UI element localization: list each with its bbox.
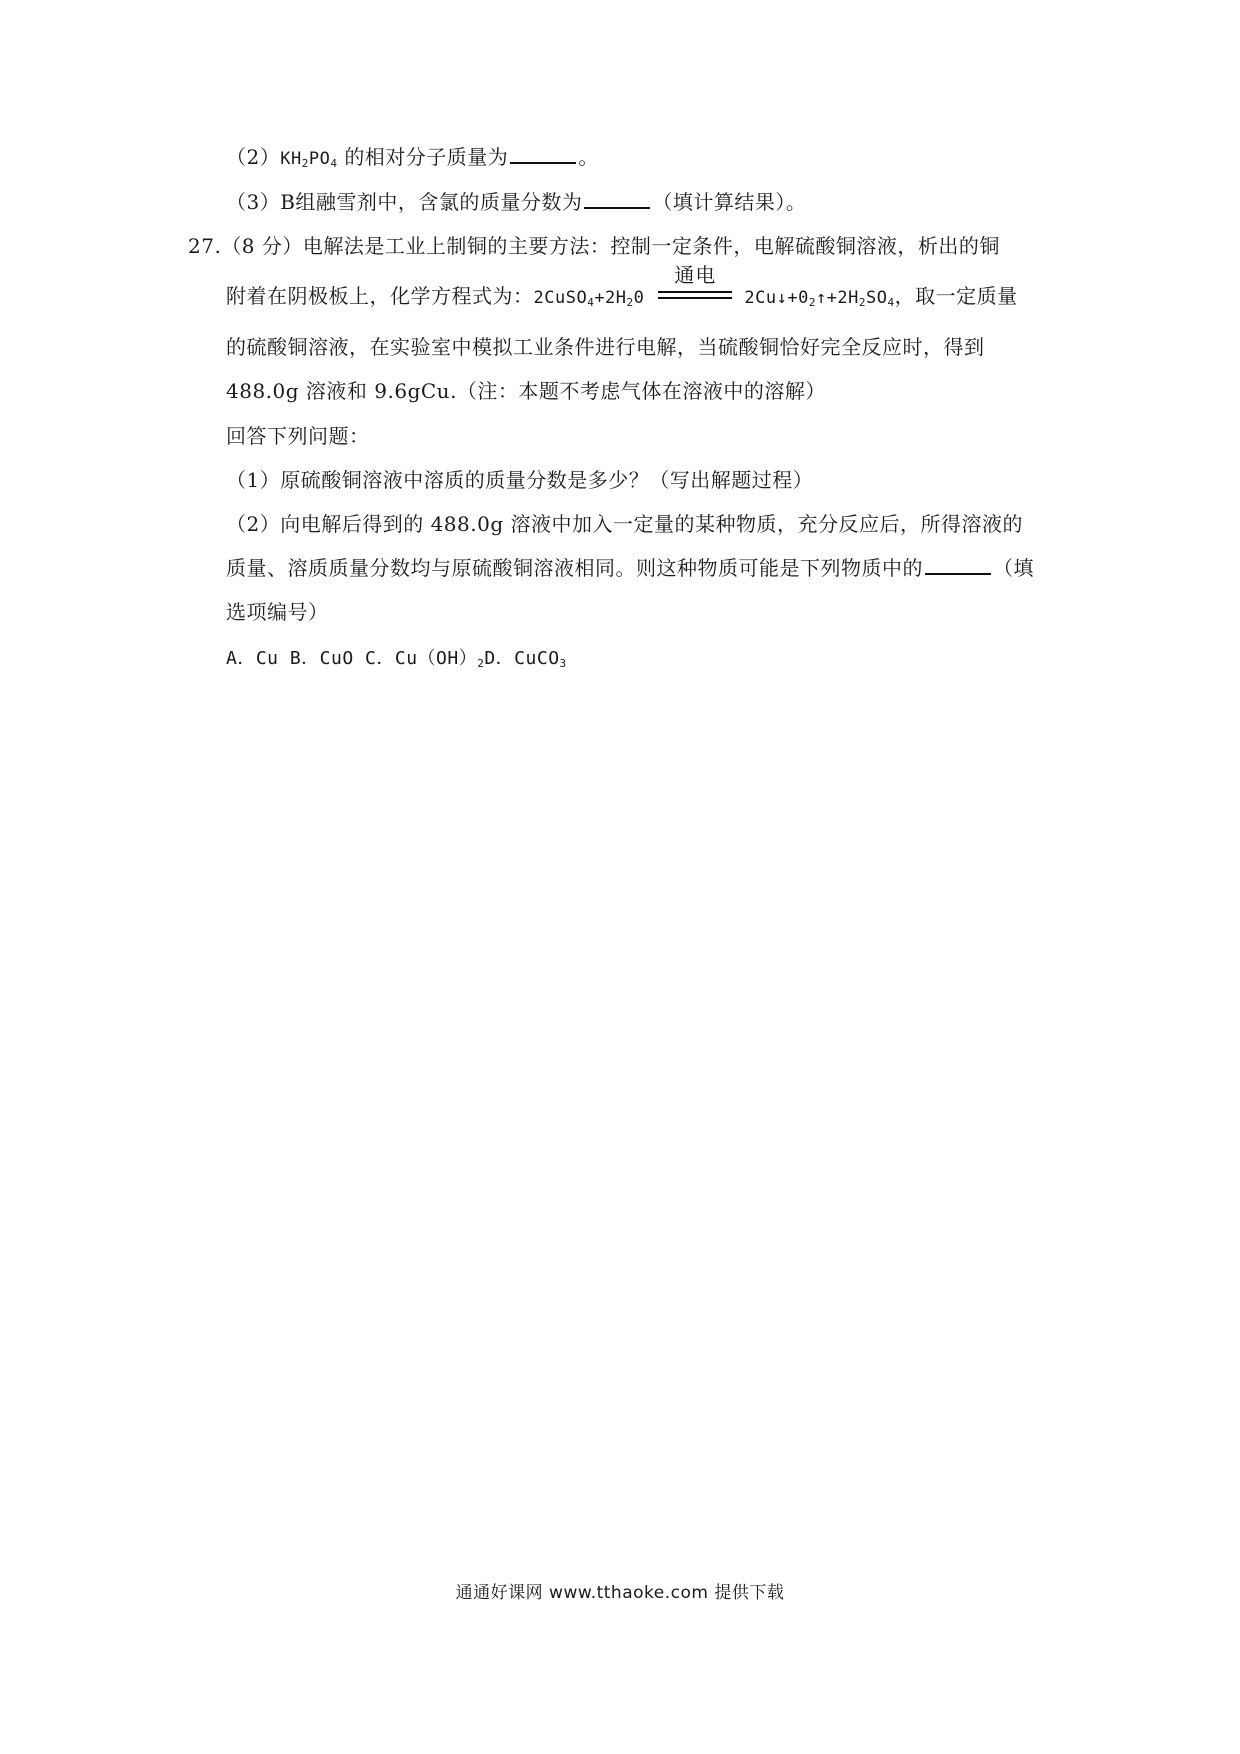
answer-blank[interactable]	[510, 144, 576, 164]
q27-sub2-line2-end: （填	[993, 556, 1034, 580]
q26-part2-end: 。	[578, 145, 599, 169]
q27-equation-line	[226, 263, 1018, 312]
q26-part3-end: （填计算结果）。	[652, 190, 807, 214]
option-text: A．Cu B．CuO C．Cu（OH）	[226, 648, 478, 669]
q27-sub1: （1）原硫酸铜溶液中溶质的质量分数是多少？（写出解题过程）	[226, 468, 814, 492]
reaction-condition	[658, 263, 732, 303]
q27-intro	[188, 232, 1000, 260]
eq-right: ↑+2H	[815, 288, 859, 308]
q27-sub2-line3: 选项编号）	[226, 600, 329, 624]
option-sub: 2	[477, 657, 485, 670]
eq-right: SO	[866, 288, 888, 308]
q27-sub2-line1: （2）向电解后得到的 488.0g 溶液中加入一定量的某种物质，充分反应后，所得溶液的	[226, 512, 1023, 536]
formula-kh: KH	[280, 149, 302, 169]
answer-blank[interactable]	[925, 555, 991, 575]
q27-line2-end: ，取一定质量	[894, 284, 1018, 308]
q27-line4: 488.0g 溶液和 9.6gCu.（注：本题不考虑气体在溶液中的溶解）	[226, 379, 826, 403]
eq-sub: 2	[858, 296, 867, 309]
q27-intro-text: （8 分）电解法是工业上制铜的主要方法：控制一定条件，电解硫酸铜溶液，析出的铜	[221, 234, 1000, 258]
q26-part2-formula	[280, 149, 337, 169]
eq-left: 0	[633, 288, 645, 308]
eq-left: 2CuSO	[533, 288, 588, 308]
q26-part3	[226, 188, 806, 216]
option-text: D．CuCO	[484, 648, 560, 669]
eq-sub: 2	[808, 296, 816, 309]
formula-po: PO	[308, 149, 331, 169]
condition-label: 通电	[674, 263, 717, 287]
eq-sub: 2	[626, 296, 634, 309]
double-line-arrow	[658, 291, 732, 299]
q26-part2	[226, 143, 599, 173]
formula-sub: 4	[330, 157, 338, 170]
q27-sub2-line2	[226, 554, 1034, 582]
answer-blank[interactable]	[584, 189, 650, 209]
q27-line3: 的硫酸铜溶液，在实验室中模拟工业条件进行电解，当硫酸铜恰好完全反应时，得到	[226, 335, 985, 359]
q27-options	[226, 645, 567, 673]
page-footer: 通通好课网 www.tthaoke.com 提供下载	[455, 1583, 785, 1603]
formula-sub: 2	[301, 157, 309, 170]
chemical-equation	[533, 263, 895, 309]
eq-right: 2Cu↓+0	[744, 288, 809, 308]
eq-sub: 4	[587, 296, 595, 309]
q27-answer-prompt: 回答下列问题：	[226, 424, 370, 448]
q26-part3-text: （3）B组融雪剂中，含氯的质量分数为	[226, 190, 583, 214]
q27-line2-text: 附着在阴极板上，化学方程式为：	[226, 284, 534, 308]
q26-part2-prefix: （2）	[226, 145, 281, 169]
option-sub: 3	[559, 657, 567, 670]
eq-left: +2H	[594, 288, 627, 308]
eq-sub: 4	[887, 296, 895, 309]
q27-sub2-line2-text: 质量、溶质质量分数均与原硫酸铜溶液相同。则这种物质可能是下列物质中的	[226, 556, 923, 580]
q26-part2-text: 的相对分子质量为	[344, 145, 509, 169]
q27-number: 27.	[188, 234, 222, 258]
